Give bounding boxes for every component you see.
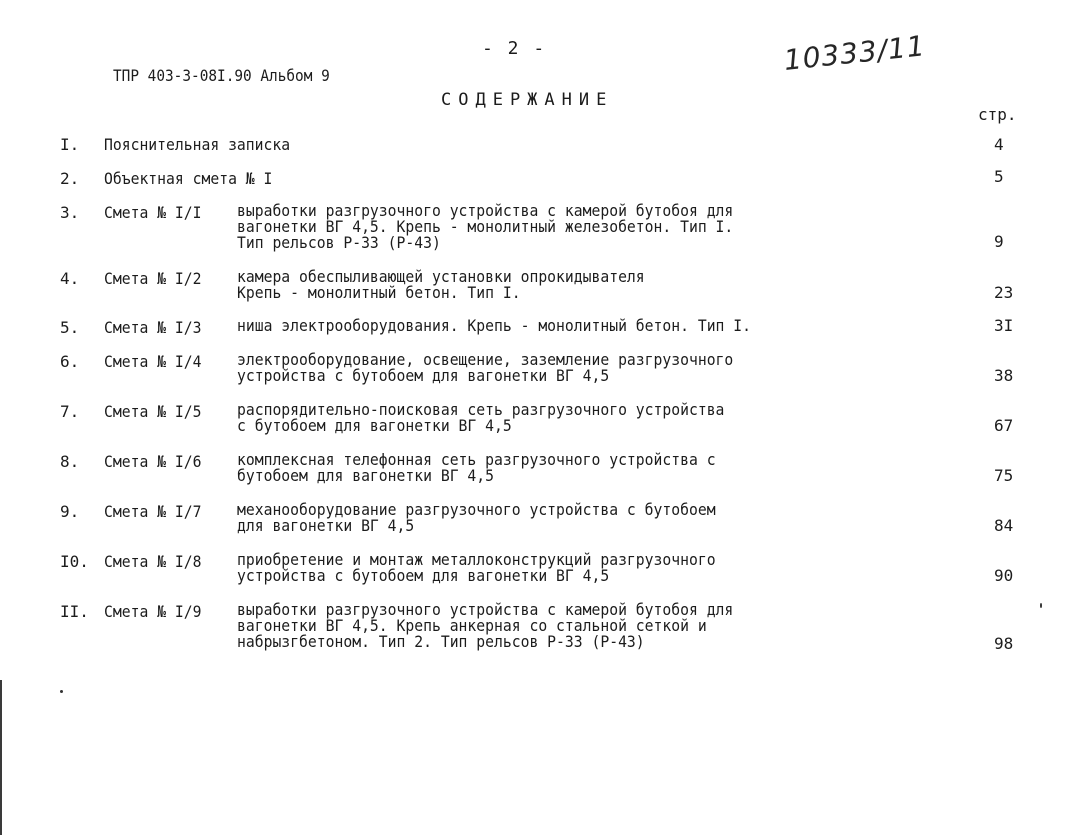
entry-number: I. xyxy=(60,135,80,154)
entry-label: Смета № I/5 xyxy=(104,402,202,421)
entry-number: 6. xyxy=(60,352,80,371)
entry-page: 75 xyxy=(994,466,1014,485)
entry-description: электрооборудование, освещение, заземление разгрузочного устройства с бутобоем для вагонетки ВГ 4,5 xyxy=(237,350,734,385)
entry-description: выработки разгрузочного устройства с камерой бутобоя для вагонетки ВГ 4,5. Крепь анкерная со стальной сеткой и набрызгбетоном. Тип 2. Тип рельсов Р-33 (Р-43) xyxy=(237,600,734,651)
scan-speck xyxy=(1040,603,1042,608)
entry-page: 98 xyxy=(994,634,1014,653)
entry-description: выработки разгрузочного устройства с камерой бутобоя для вагонетки ВГ 4,5. Крепь - монолитный железобетон. Тип I. Тип рельсов Р-33 (Р-43) xyxy=(237,201,734,252)
entry-number: 8. xyxy=(60,452,80,471)
entry-label: Смета № I/9 xyxy=(104,602,202,621)
entry-label: Смета № I/6 xyxy=(104,452,202,471)
entry-number: 9. xyxy=(60,502,80,521)
entry-number: 3. xyxy=(60,203,80,222)
entry-description: камера обеспыливающей установки опрокидывателя Крепь - монолитный бетон. Тип I. xyxy=(237,267,645,302)
entry-number: II. xyxy=(60,602,89,621)
page-number: - 2 - xyxy=(482,38,547,59)
entry-label: Смета № I/I xyxy=(104,203,202,222)
entry-description: механооборудование разгрузочного устройства с бутобоем для вагонетки ВГ 4,5 xyxy=(237,500,716,535)
entry-label: Пояснительная записка xyxy=(104,135,291,154)
entry-number: 2. xyxy=(60,169,80,188)
entry-description: комплексная телефонная сеть разгрузочного устройства с бутобоем для вагонетки ВГ 4,5 xyxy=(237,450,716,485)
entry-label: Смета № I/8 xyxy=(104,552,202,571)
entry-page: 9 xyxy=(994,232,1004,251)
entry-number: 5. xyxy=(60,318,80,337)
entry-number: I0. xyxy=(60,552,89,571)
scan-speck xyxy=(60,690,63,693)
entry-page: 5 xyxy=(994,167,1004,186)
entry-label: Смета № I/2 xyxy=(104,269,202,288)
entry-page: 3I xyxy=(994,316,1014,335)
entry-description: приобретение и монтаж металлоконструкций разгрузочного устройства с бутобоем для вагонетки ВГ 4,5 xyxy=(237,550,716,585)
entry-page: 23 xyxy=(994,283,1014,302)
scan-edge-line xyxy=(0,680,2,835)
entry-label: Смета № I/7 xyxy=(104,502,202,521)
entry-page: 90 xyxy=(994,566,1014,585)
entry-label: Смета № I/4 xyxy=(104,352,202,371)
entry-number: 7. xyxy=(60,402,80,421)
document-code: ТПР 403-3-08I.90 Альбом 9 xyxy=(113,66,330,85)
entry-description: распорядительно-поисковая сеть разгрузочного устройства с бутобоем для вагонетки ВГ 4,5 xyxy=(237,400,725,435)
entry-page: 84 xyxy=(994,516,1014,535)
entry-page: 67 xyxy=(994,416,1014,435)
contents-heading: СОДЕРЖАНИЕ xyxy=(441,90,614,110)
entry-page: 38 xyxy=(994,366,1014,385)
page-column-header: стр. xyxy=(978,105,1017,124)
entry-number: 4. xyxy=(60,269,80,288)
handwritten-inventory-number: 10333/11 xyxy=(782,29,928,77)
entry-label: Объектная смета № I xyxy=(104,169,273,188)
entry-description: ниша электрооборудования. Крепь - монолитный бетон. Тип I. xyxy=(237,316,752,335)
entry-label: Смета № I/3 xyxy=(104,318,202,337)
entry-page: 4 xyxy=(994,135,1004,154)
